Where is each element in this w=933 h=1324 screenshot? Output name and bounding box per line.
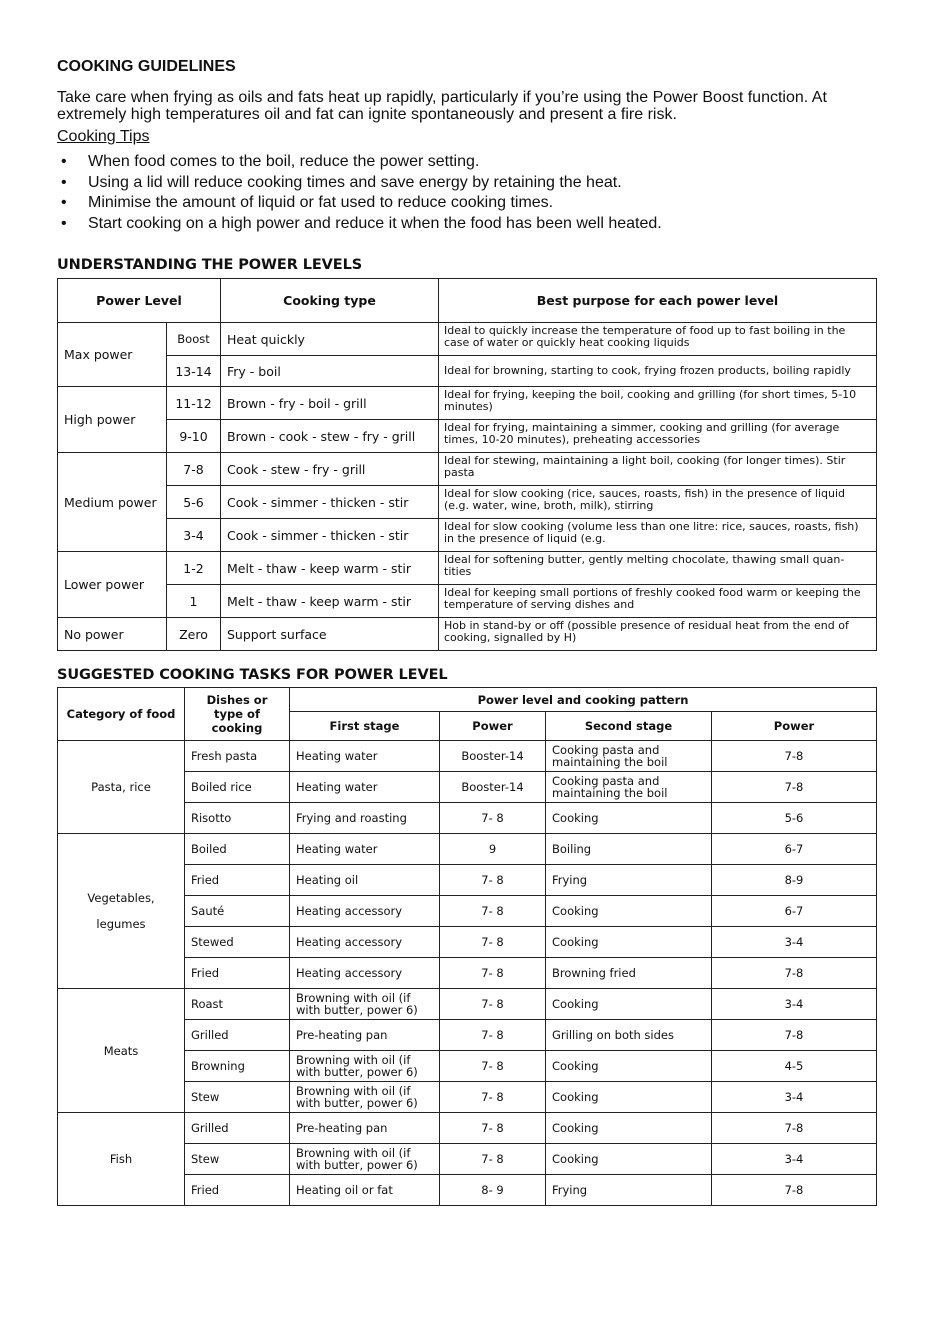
dish-type: Stewed [185, 927, 290, 958]
table-row [58, 618, 877, 651]
first-power: 7- 8 [440, 1144, 546, 1175]
table-row [58, 834, 877, 865]
second-stage: Cooking pasta and maintaining the boil [546, 772, 712, 803]
tip-item: • Using a lid will reduce cooking times and save energy by retaining the heat. [57, 173, 662, 194]
cooking-type: Melt - thaw - keep warm - stir [221, 585, 439, 618]
power-level-value: 9-10 [167, 420, 221, 453]
power-group: Max power [58, 323, 167, 387]
second-stage: Cooking [546, 927, 712, 958]
cooking-type: Fry - boil [221, 356, 439, 387]
dish-type: Stew [185, 1082, 290, 1113]
cooking-type: Cook - stew - fry - grill [221, 453, 439, 486]
cooking-type: Heat quickly [221, 323, 439, 356]
power-group: Medium power [58, 453, 167, 552]
power-group: High power [58, 387, 167, 453]
dish-type: Boiled [185, 834, 290, 865]
food-category: Pasta, rice [58, 741, 185, 834]
power-level-value: Zero [167, 618, 221, 651]
first-power: 7- 8 [440, 1113, 546, 1144]
table-row [58, 356, 877, 387]
dish-type: Sauté [185, 896, 290, 927]
table-row [58, 552, 877, 585]
purpose: Ideal for browning, starting to cook, frying frozen products, boiling rapidly [439, 356, 877, 387]
col-category: Category of food [58, 688, 185, 741]
tip-item: • Start cooking on a high power and reduce it when the food has been well heated. [57, 214, 662, 235]
first-power: 7- 8 [440, 989, 546, 1020]
second-stage: Cooking [546, 1144, 712, 1175]
second-power: 7-8 [712, 958, 877, 989]
second-power: 3-4 [712, 989, 877, 1020]
dish-type: Grilled [185, 1020, 290, 1051]
dish-type: Fried [185, 865, 290, 896]
first-power: 7- 8 [440, 927, 546, 958]
power-level-value: Boost [167, 323, 221, 356]
second-power: 8-9 [712, 865, 877, 896]
purpose: Ideal for frying, keeping the boil, cooking and grilling (for short times, 5-10 minutes) [439, 387, 877, 420]
purpose: Ideal for slow cooking (volume less than one litre: rice, sauces, roasts, fish) in the presence of liquid (e.g. [439, 519, 877, 552]
food-category: Vegetables, legumes [58, 834, 185, 989]
power-level-value: 1-2 [167, 552, 221, 585]
purpose: Hob in stand-by or off (possible presence of residual heat from the end of cooking, signalled by H) [439, 618, 877, 651]
purpose: Ideal for frying, maintaining a simmer, cooking and grilling (for average times, 10-20 minutes), preheating accessories [439, 420, 877, 453]
second-power: 5-6 [712, 803, 877, 834]
first-stage: Browning with oil (if with butter, power 6) [290, 989, 440, 1020]
second-power: 7-8 [712, 1175, 877, 1206]
first-stage: Pre-heating pan [290, 1113, 440, 1144]
tip-item: • Minimise the amount of liquid or fat used to reduce cooking times. [57, 193, 662, 214]
second-stage: Cooking [546, 1082, 712, 1113]
col-second-stage: Second stage [546, 712, 712, 741]
power-level-value: 1 [167, 585, 221, 618]
second-power: 3-4 [712, 1144, 877, 1175]
table-row [58, 486, 877, 519]
dish-type: Risotto [185, 803, 290, 834]
dish-type: Fresh pasta [185, 741, 290, 772]
first-stage: Browning with oil (if with butter, power 6) [290, 1051, 440, 1082]
col-cooking-type: Cooking type [221, 279, 439, 323]
first-power: 7- 8 [440, 1051, 546, 1082]
second-stage: Cooking [546, 989, 712, 1020]
col-power-level: Power Level [58, 279, 221, 323]
tips-title: Cooking Tips [57, 128, 150, 145]
first-stage: Heating water [290, 741, 440, 772]
second-power: 6-7 [712, 896, 877, 927]
dish-type: Grilled [185, 1113, 290, 1144]
table-row [58, 989, 877, 1020]
power-level-value: 3-4 [167, 519, 221, 552]
power-group: No power [58, 618, 167, 651]
table-row [58, 585, 877, 618]
second-power: 3-4 [712, 927, 877, 958]
second-stage: Cooking [546, 803, 712, 834]
purpose: Ideal for softening butter, gently melting chocolate, thawing small quan-tities [439, 552, 877, 585]
second-power: 4-5 [712, 1051, 877, 1082]
purpose: Ideal for keeping small portions of freshly cooked food warm or keeping the temperature of serving dishes and [439, 585, 877, 618]
first-stage: Heating oil [290, 865, 440, 896]
second-stage: Cooking [546, 896, 712, 927]
second-power: 7-8 [712, 1113, 877, 1144]
first-power: 8- 9 [440, 1175, 546, 1206]
purpose: Ideal for stewing, maintaining a light boil, cooking (for longer times). Stir pasta [439, 453, 877, 486]
second-stage: Boiling [546, 834, 712, 865]
first-stage: Heating accessory [290, 958, 440, 989]
power-levels-heading: UNDERSTANDING THE POWER LEVELS [57, 257, 363, 273]
first-power: 7- 8 [440, 865, 546, 896]
dish-type: Fried [185, 1175, 290, 1206]
cooking-tasks-table [57, 687, 877, 1206]
first-power: 7- 8 [440, 803, 546, 834]
intro-text: Take care when frying as oils and fats heat up rapidly, particularly if you’re using the Power Boost function. At extremely high temperatures oil and fat can ignite spontaneously and present a fire risk. [57, 89, 827, 123]
dish-type: Stew [185, 1144, 290, 1175]
first-stage: Heating accessory [290, 896, 440, 927]
col-dishes: Dishes or type of cooking [185, 688, 290, 741]
col-first-stage: First stage [290, 712, 440, 741]
second-power: 7-8 [712, 1020, 877, 1051]
second-stage: Cooking pasta and maintaining the boil [546, 741, 712, 772]
second-stage: Cooking [546, 1113, 712, 1144]
second-power: 7-8 [712, 741, 877, 772]
first-power: 7- 8 [440, 958, 546, 989]
first-stage: Heating water [290, 834, 440, 865]
power-group: Lower power [58, 552, 167, 618]
purpose: Ideal for slow cooking (rice, sauces, roasts, fish) in the presence of liquid (e.g. water, wine, broth, milk), stirring [439, 486, 877, 519]
food-category: Fish [58, 1113, 185, 1206]
first-stage: Heating water [290, 772, 440, 803]
table-row [58, 453, 877, 486]
cooking-type: Cook - simmer - thicken - stir [221, 519, 439, 552]
second-power: 3-4 [712, 1082, 877, 1113]
cooking-type: Brown - cook - stew - fry - grill [221, 420, 439, 453]
cooking-type: Melt - thaw - keep warm - stir [221, 552, 439, 585]
second-power: 7-8 [712, 772, 877, 803]
power-level-value: 11-12 [167, 387, 221, 420]
cooking-type: Support surface [221, 618, 439, 651]
first-stage: Browning with oil (if with butter, power 6) [290, 1082, 440, 1113]
col-pattern: Power level and cooking pattern [290, 688, 877, 712]
dish-type: Roast [185, 989, 290, 1020]
first-power: 7- 8 [440, 1020, 546, 1051]
col-power-2: Power [712, 712, 877, 741]
first-stage: Frying and roasting [290, 803, 440, 834]
first-power: Booster-14 [440, 741, 546, 772]
table-row [58, 387, 877, 420]
col-power-1: Power [440, 712, 546, 741]
dish-type: Browning [185, 1051, 290, 1082]
second-stage: Browning fried [546, 958, 712, 989]
cooking-type: Cook - simmer - thicken - stir [221, 486, 439, 519]
table-row [58, 323, 877, 356]
table-row [58, 1113, 877, 1144]
second-stage: Frying [546, 865, 712, 896]
cooking-type: Brown - fry - boil - grill [221, 387, 439, 420]
food-category: Meats [58, 989, 185, 1113]
tips-list [57, 152, 662, 235]
second-power: 6-7 [712, 834, 877, 865]
first-power: 7- 8 [440, 1082, 546, 1113]
purpose: Ideal to quickly increase the temperature of food up to fast boiling in the case of water or quickly heat cooking liquids [439, 323, 877, 356]
power-levels-table [57, 278, 877, 651]
power-level-value: 5-6 [167, 486, 221, 519]
tasks-heading: SUGGESTED COOKING TASKS FOR POWER LEVEL [57, 667, 448, 683]
power-level-value: 7-8 [167, 453, 221, 486]
first-stage: Heating accessory [290, 927, 440, 958]
first-stage: Pre-heating pan [290, 1020, 440, 1051]
second-stage: Cooking [546, 1051, 712, 1082]
first-power: 7- 8 [440, 896, 546, 927]
first-power: 9 [440, 834, 546, 865]
tip-item: • When food comes to the boil, reduce the power setting. [57, 152, 662, 173]
dish-type: Boiled rice [185, 772, 290, 803]
first-power: Booster-14 [440, 772, 546, 803]
table-row [58, 741, 877, 772]
first-stage: Heating oil or fat [290, 1175, 440, 1206]
page-title: COOKING GUIDELINES [57, 58, 236, 75]
table-row [58, 519, 877, 552]
col-best-purpose: Best purpose for each power level [439, 279, 877, 323]
dish-type: Fried [185, 958, 290, 989]
first-stage: Browning with oil (if with butter, power 6) [290, 1144, 440, 1175]
second-stage: Frying [546, 1175, 712, 1206]
second-stage: Grilling on both sides [546, 1020, 712, 1051]
table-row [58, 420, 877, 453]
power-level-value: 13-14 [167, 356, 221, 387]
